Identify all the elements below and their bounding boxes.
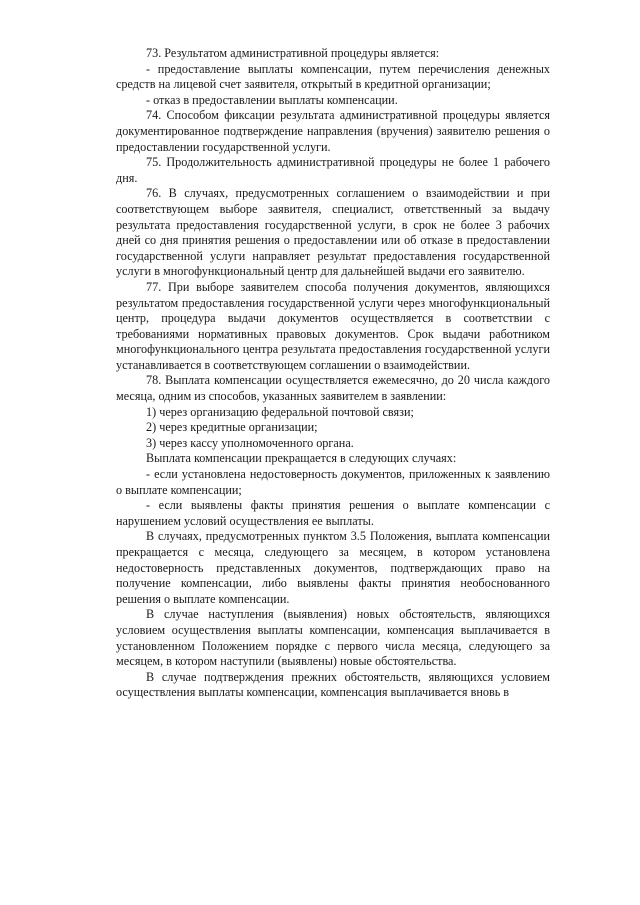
list-item-1: 1) через организацию федеральной почтовой связи; [146,404,414,419]
paragraph-76: 76. В случаях, предусмотренных соглашением о взаимодействии и при соответствующем выборе заявителя, специалист, ответственный за выдачу результата предоставления государственной услуги, в срок не более 3 рабочих дней со дня принятия решения о предоставлении или об отказе в предоставлении государственной услуги направляет результат предоставления государственной услуги в многофункциональный центр для дальнейшей выдачи его заявителю. [116,186,550,279]
paragraph-78: 78. Выплата компенсации осуществляется ежемесячно, до 20 числа каждого месяца, одним из способов, указанных заявителем в заявлении: [116,373,550,404]
paragraph-prior-circumstances: В случае подтверждения прежних обстоятельств, являющихся условием осуществления выплаты компенсации, компенсация выплачивается вновь в [116,669,550,700]
paragraph-74: 74. Способом фиксации результата административной процедуры является документированное подтверждение направления (вручения) заявителю решения о предоставлении государственной услуги. [116,108,550,154]
termination-intro: Выплата компенсации прекращается в следующих случаях: [146,451,457,466]
paragraph-new-circumstances: В случае наступления (выявления) новых обстоятельств, являющихся условием осуществления выплаты компенсации, компенсация выплачивается в установленном Положением порядке с первого числа месяца, следующего за месяцем, в котором наступили (выявлены) новые обстоятельства. [116,607,550,669]
paragraph-73-item-1: - предоставление выплаты компенсации, путем перечисления денежных средств на лицевой счет заявителя, открытый в кредитной организации; [116,61,550,92]
list-item-3: 3) через кассу уполномоченного органа. [146,435,354,450]
paragraph-77: 77. При выборе заявителем способа получения документов, являющихся результатом предоставления государственной услуги через многофункциональный центр, процедура выдачи документов осуществляется в соответствии с требованиями нормативных правовых документов. Срок выдачи работником многофункционального центра результата предоставления государственной услуги устанавливается в соответствующем соглашении о взаимодействии. [116,279,550,372]
paragraph-75: 75. Продолжительность административной процедуры не более 1 рабочего дня. [116,155,550,185]
paragraph-cases-3-5: В случаях, предусмотренных пунктом 3.5 Положения, выплата компенсации прекращается с месяца, следующего за месяцем, в котором установлена недостоверность представленных документов, подтверждающих право на получение компенсации, либо выявлены факты принятия необоснованного решения о выплате компенсации. [116,529,550,606]
list-item-2: 2) через кредитные организации; [146,420,318,435]
termination-case-2: - если выявлены факты принятия решения о выплате компенсации с нарушением условий осуществления ее выплаты. [116,498,550,528]
paragraph-73-item-2: - отказ в предоставлении выплаты компенсации. [146,92,398,107]
paragraph-73: 73. Результатом административной процедуры является: [146,46,440,60]
termination-case-1: - если установлена недостоверность документов, приложенных к заявлению о выплате компенсации; [116,467,550,497]
